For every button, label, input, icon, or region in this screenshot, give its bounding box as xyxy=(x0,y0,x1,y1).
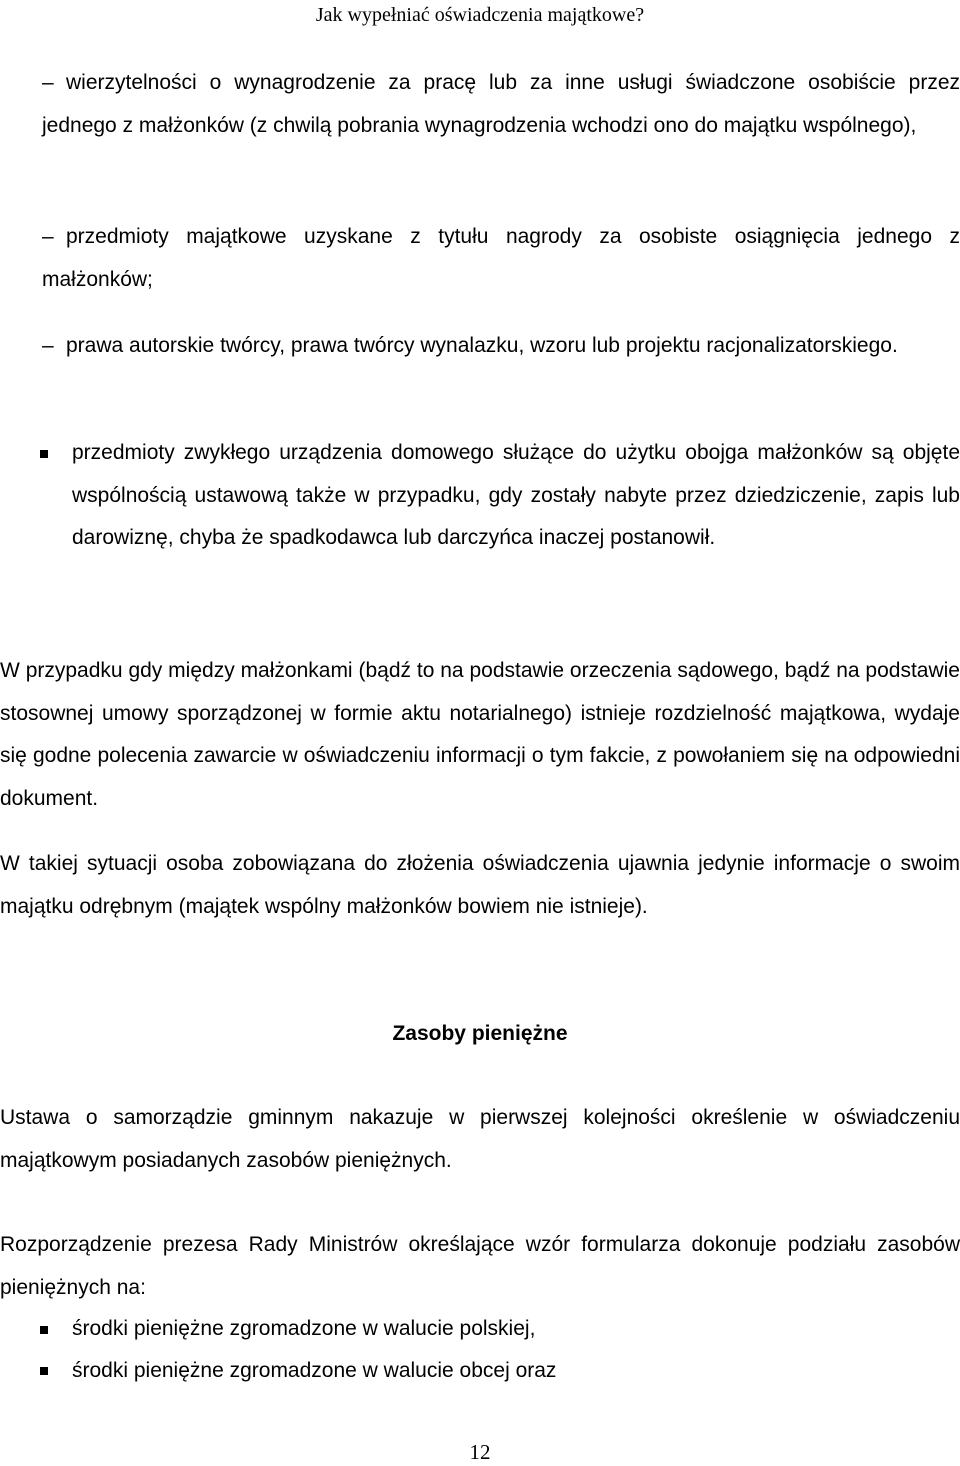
paragraph-regulation: Rozporządzenie prezesa Rady Ministrów określające wzór formularza dokonuje podziału zasobów pieniężnych na: xyxy=(0,1233,960,1299)
square-bullet-icon xyxy=(40,450,48,458)
dash-marker: – xyxy=(42,71,54,94)
square-bullet-icon xyxy=(40,1367,48,1375)
paragraph-separate-property: W przypadku gdy między małżonkami (bądź to na podstawie orzeczenia sądowego, bądź na podstawie stosownej umowy sporządzonej w formie aktu notarialnego) istnieje rozdzielność majątkowa, wydaje się godne polecenia zawarcie w oświadczeniu informacji o tym fakcie, z powołaniem się na odpowiedni dokument. xyxy=(0,659,960,810)
bullet-paragraph: przedmioty zwykłego urządzenia domowego służące do użytku obojga małżonków są objęte wspólnością ustawową także w przypadku, gdy zostały nabyte przez dziedziczenie, zapis lub darowiznę, chyba że spadkodawca lub darczyńca inaczej postanowił. xyxy=(72,441,960,549)
dash-list-item xyxy=(42,325,960,368)
square-bullet-icon xyxy=(40,1326,48,1334)
dash-marker: – xyxy=(42,334,54,357)
bullet-item-polish-currency: środki pieniężne zgromadzone w walucie polskiej, xyxy=(72,1317,536,1340)
bullet-item-foreign-currency: środki pieniężne zgromadzone w walucie obcej oraz xyxy=(72,1359,557,1382)
running-header: Jak wypełniać oświadczenia majątkowe? xyxy=(315,4,645,26)
dash-item-text: prawa autorskie twórcy, prawa twórcy wynalazku, wzoru lub projektu racjonalizatorskiego. xyxy=(66,334,898,357)
dash-list-item xyxy=(42,216,960,301)
page-number: 12 xyxy=(469,1440,491,1464)
paragraph-law: Ustawa o samorządzie gminnym nakazuje w pierwszej kolejności określenie w oświadczeniu majątkowym posiadanych zasobów pieniężnych. xyxy=(0,1106,960,1172)
dash-marker: – xyxy=(42,225,54,248)
dash-item-text: wierzytelności o wynagrodzenie za pracę lub za inne usługi świadczone osobiście przez jednego z małżonków (z chwilą pobrania wynagrodzenia wchodzi ono do majątku wspólnego), xyxy=(42,71,960,137)
paragraph-separate-assets: W takiej sytuacji osoba zobowiązana do złożenia oświadczenia ujawnia jedynie informacje o swoim majątku odrębnym (majątek wspólny małżonków bowiem nie istnieje). xyxy=(0,852,960,918)
dash-item-text: przedmioty majątkowe uzyskane z tytułu nagrody za osobiste osiągnięcia jednego z małżonków; xyxy=(42,225,960,291)
dash-list-item xyxy=(42,62,960,147)
section-heading: Zasoby pieniężne xyxy=(392,1022,568,1045)
